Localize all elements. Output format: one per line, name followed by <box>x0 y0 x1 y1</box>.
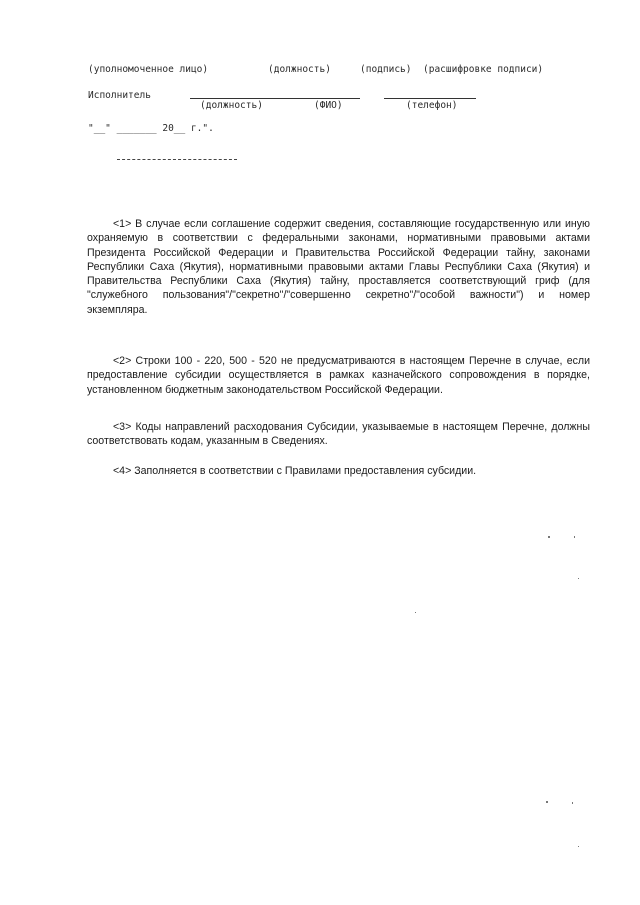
executor-position-caption: (должность) <box>200 100 263 111</box>
scan-speck <box>546 801 548 803</box>
scan-speck <box>578 578 579 579</box>
footnote-2: <2> Строки 100 - 220, 500 - 520 не предусматриваются в настоящем Перечне в случае, если предоставление субсидии осуществляется в рамках казначейского сопровождения в порядке, установленном бюджетным законодательством Российской Федерации. <box>87 355 590 396</box>
footnote-1: <1> В случае если соглашение содержит сведения, составляющие государственную или иную охраняемую в соответствии с федеральными законами, нормативными правовыми актами Президента Российской Федерации и Правительства Российской Федерации тайну, законами Республики Саха (Якутия), нормативными правовыми актами Главы Республики Саха (Якутия) и Правительства Республики Саха (Якутия) тайну, проставляется соответствующий гриф (для "служебного пользования"/"секретно"/"совершенно секретно"/"особой важности") и номер экземпляра. <box>87 218 590 316</box>
scan-speck <box>548 536 550 538</box>
executor-label: Исполнитель <box>88 90 151 101</box>
scan-speck <box>574 536 575 538</box>
footnote-separator <box>117 159 237 160</box>
signature-decoding-caption: (расшифровке подписи) <box>423 64 544 75</box>
executor-phone-caption: (телефон) <box>406 100 458 111</box>
footnote-4: <4> Заполняется в соответствии с Правилами предоставления субсидии. <box>113 465 477 477</box>
signature-caption: (подпись) <box>360 64 412 75</box>
authorized-person-caption: (уполномоченное лицо) <box>88 64 209 75</box>
executor-phone-line <box>384 98 476 99</box>
footnote-3: <3> Коды направлений расходования Субсидии, указываемые в настоящем Перечне, должны соответствовать кодам, указанным в Сведениях. <box>87 421 590 448</box>
scan-speck <box>578 846 579 847</box>
scan-speck <box>415 612 416 613</box>
position-caption: (должность) <box>268 64 331 75</box>
executor-fio-caption: (ФИО) <box>314 100 343 111</box>
scan-speck <box>572 802 573 804</box>
executor-position-fio-line <box>190 98 360 99</box>
date-line: "__" _______ 20__ г.". <box>88 123 214 134</box>
